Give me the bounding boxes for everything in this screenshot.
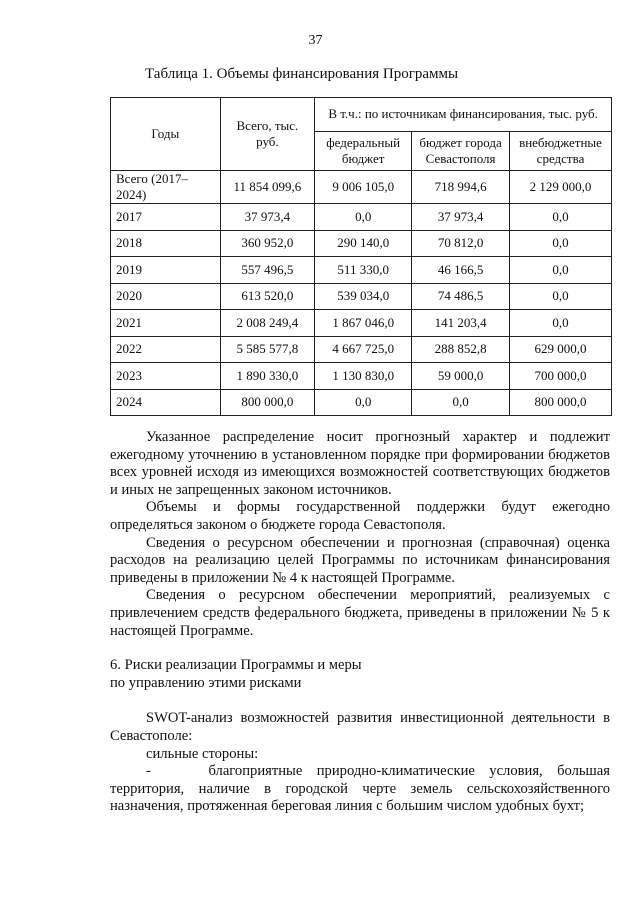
cell-total: 5 585 577,8	[220, 336, 315, 363]
cell-federal: 9 006 105,0	[315, 171, 412, 204]
paragraph-federal-resources: Сведения о ресурсном обеспечении мероприятий, реализуемых с привлечением средств федерального бюджета, приведены в приложении № 5 к настоящей Программе.	[110, 587, 610, 639]
cell-total: 557 496,5	[220, 257, 315, 284]
table-row	[111, 310, 612, 337]
cell-total: 613 520,0	[220, 283, 315, 310]
cell-extra: 800 000,0	[510, 389, 612, 416]
cell-year: 2023	[111, 363, 221, 390]
cell-total: 1 890 330,0	[220, 363, 315, 390]
table-row	[111, 204, 612, 231]
cell-total: 37 973,4	[220, 204, 315, 231]
cell-federal: 290 140,0	[315, 230, 412, 257]
paragraph-resource-estimate: Сведения о ресурсном обеспечении и прогнозная (справочная) оценка расходов на реализацию целей Программы по источникам финансирования приведены в приложении № 4 к настоящей Программе.	[110, 534, 610, 586]
cell-year: Всего (2017–2024)	[111, 171, 221, 204]
cell-extra: 0,0	[510, 283, 612, 310]
table-row	[111, 363, 612, 390]
header-extra: внебюджетные средства	[510, 132, 612, 171]
cell-extra: 0,0	[510, 230, 612, 257]
cell-year: 2022	[111, 336, 221, 363]
cell-year: 2017	[111, 204, 221, 231]
cell-total: 11 854 099,6	[220, 171, 315, 204]
cell-city: 59 000,0	[412, 363, 510, 390]
cell-extra: 0,0	[510, 204, 612, 231]
table-row	[111, 389, 612, 416]
section-title-line1: 6. Риски реализации Программы и меры	[110, 657, 362, 674]
header-federal: федеральный бюджет	[315, 132, 412, 171]
paragraph-swot-intro: SWOT-анализ возможностей развития инвестиционной деятельности в Севастополе:	[110, 710, 610, 744]
table-row	[111, 230, 612, 257]
financing-table	[110, 97, 612, 416]
cell-federal: 0,0	[315, 204, 412, 231]
cell-city: 0,0	[412, 389, 510, 416]
cell-federal: 4 667 725,0	[315, 336, 412, 363]
header-years: Годы	[111, 98, 221, 171]
paragraph-support-forms: Объемы и формы государственной поддержки будут ежегодно определяться законом о бюджете города Севастополя.	[110, 499, 610, 533]
cell-federal: 0,0	[315, 389, 412, 416]
cell-year: 2018	[111, 230, 221, 257]
cell-total: 2 008 249,4	[220, 310, 315, 337]
table-row	[111, 171, 612, 204]
header-total: Всего, тыс. руб.	[220, 98, 315, 171]
cell-city: 141 203,4	[412, 310, 510, 337]
cell-extra: 629 000,0	[510, 336, 612, 363]
cell-city: 37 973,4	[412, 204, 510, 231]
table-row	[111, 257, 612, 284]
cell-city: 718 994,6	[412, 171, 510, 204]
header-sources-group: В т.ч.: по источникам финансирования, тыс. руб.	[315, 98, 612, 132]
list-item: - благоприятные природно-климатические условия, большая территория, наличие в городской черте земель сельскохозяйственного назначения, протяженная береговая линия с большим числом удобных бухт;	[110, 763, 610, 815]
cell-federal: 511 330,0	[315, 257, 412, 284]
table-row	[111, 283, 612, 310]
cell-year: 2024	[111, 389, 221, 416]
cell-extra: 2 129 000,0	[510, 171, 612, 204]
cell-year: 2021	[111, 310, 221, 337]
cell-city: 74 486,5	[412, 283, 510, 310]
cell-city: 288 852,8	[412, 336, 510, 363]
cell-extra: 0,0	[510, 257, 612, 284]
header-city: бюджет города Севастополя	[412, 132, 510, 171]
cell-federal: 539 034,0	[315, 283, 412, 310]
cell-year: 2020	[111, 283, 221, 310]
cell-extra: 0,0	[510, 310, 612, 337]
cell-total: 360 952,0	[220, 230, 315, 257]
strengths-label: сильные стороны:	[146, 745, 259, 762]
paragraph-distribution: Указанное распределение носит прогнозный характер и подлежит ежегодному уточнению в установленном порядке при формировании бюджетов всех уровней исходя из имеющихся возможностей соответствующих бюджетов и иных не запрещенных законом источников.	[110, 429, 610, 498]
cell-total: 800 000,0	[220, 389, 315, 416]
page-number: 37	[308, 33, 323, 48]
cell-city: 46 166,5	[412, 257, 510, 284]
cell-year: 2019	[111, 257, 221, 284]
cell-federal: 1 867 046,0	[315, 310, 412, 337]
cell-federal: 1 130 830,0	[315, 363, 412, 390]
cell-city: 70 812,0	[412, 230, 510, 257]
body-text	[110, 429, 610, 816]
section-heading	[110, 657, 610, 692]
section-title-line2: по управлению этими рисками	[110, 674, 302, 691]
table-caption: Таблица 1. Объемы финансирования Программы	[145, 66, 459, 82]
cell-extra: 700 000,0	[510, 363, 612, 390]
table-row	[111, 336, 612, 363]
